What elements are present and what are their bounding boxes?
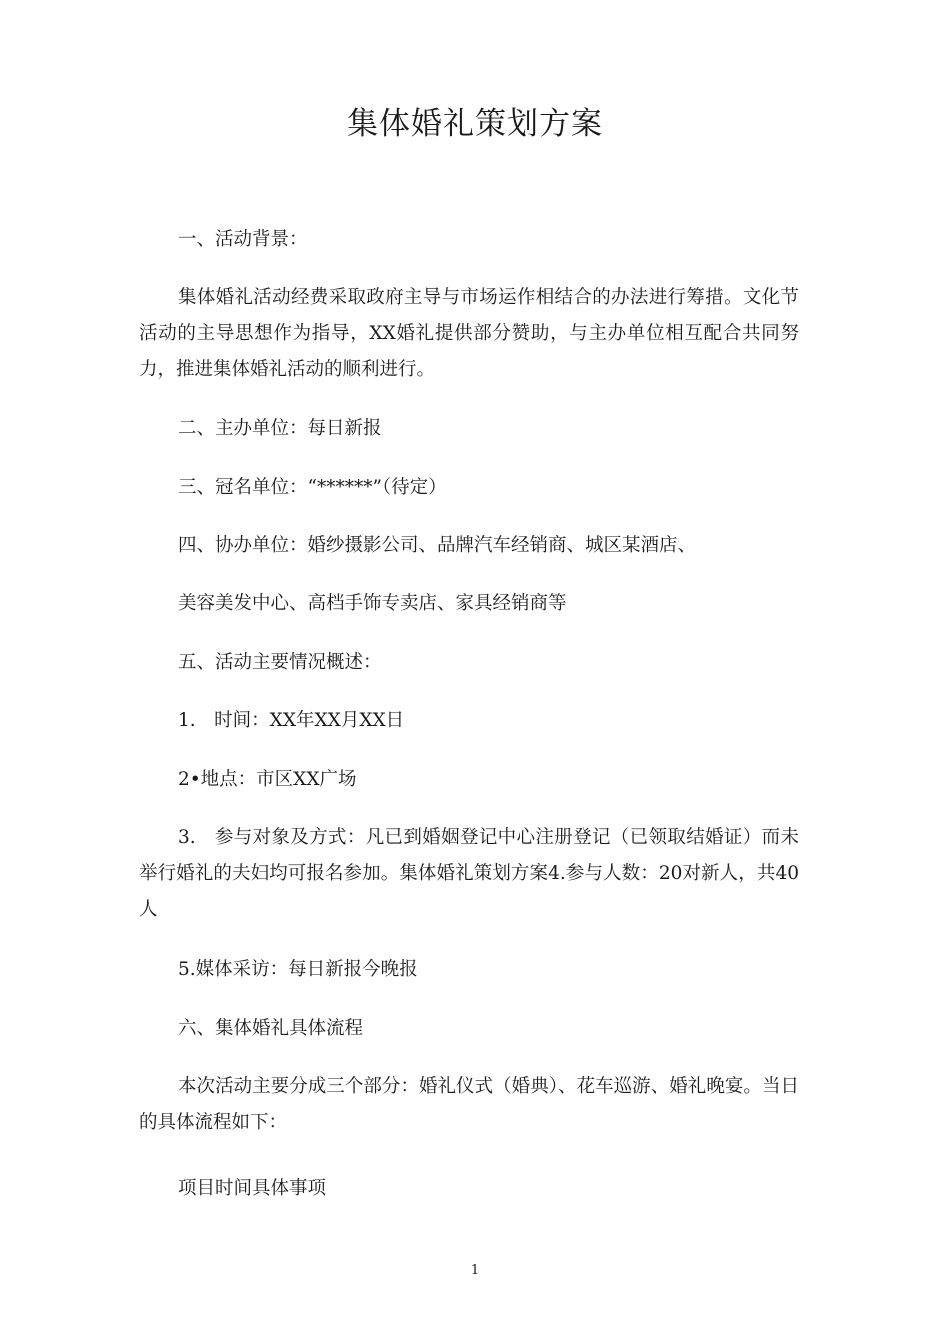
section-heading-background: 一、活动背景： (178, 229, 308, 250)
paragraph-co-organizers-continued: 美容美发中心、高档手饰专卖店、家具经销商等 (178, 593, 567, 614)
paragraph-background: 集体婚礼活动经费采取政府主导与市场运作相结合的办法进行筹措。文化节活动的主导思想作为指导，XX婚礼提供部分赞助，与主办单位相互配合共同努力，推进集体婚礼活动的顺利进行。 (139, 287, 799, 380)
table-header-line: 项目时间具体事项 (178, 1178, 327, 1199)
section-heading-process: 六、集体婚礼具体流程 (178, 1018, 364, 1039)
list-item-location: 2•地点：市区XX广场 (178, 769, 357, 790)
list-item-media: 5.媒体采访：每日新报今晚报 (178, 959, 418, 980)
page-number: 1 (470, 1263, 480, 1278)
section-heading-overview: 五、活动主要情况概述： (178, 652, 382, 673)
paragraph-process: 本次活动主要分成三个部分：婚礼仪式（婚典）、花车巡游、婚礼晚宴。当日的具体流程如下： (139, 1076, 799, 1133)
section-heading-organizer: 二、主办单位：每日新报 (178, 418, 382, 439)
section-heading-co-organizers: 四、协办单位：婚纱摄影公司、品牌汽车经销商、城区某酒店、 (178, 535, 697, 556)
document-title: 集体婚礼策划方案 (347, 106, 603, 142)
list-item-time: 1. 时间：XX年XX月XX日 (178, 710, 405, 731)
list-item-participants: 3. 参与对象及方式：凡已到婚姻登记中心注册登记（已领取结婚证）而未举行婚礼的夫妇均可报名参加。集体婚礼策划方案4.参与人数：20对新人，共40人 (139, 827, 799, 920)
section-heading-title-sponsor: 三、冠名单位：“******”（待定） (178, 477, 447, 498)
